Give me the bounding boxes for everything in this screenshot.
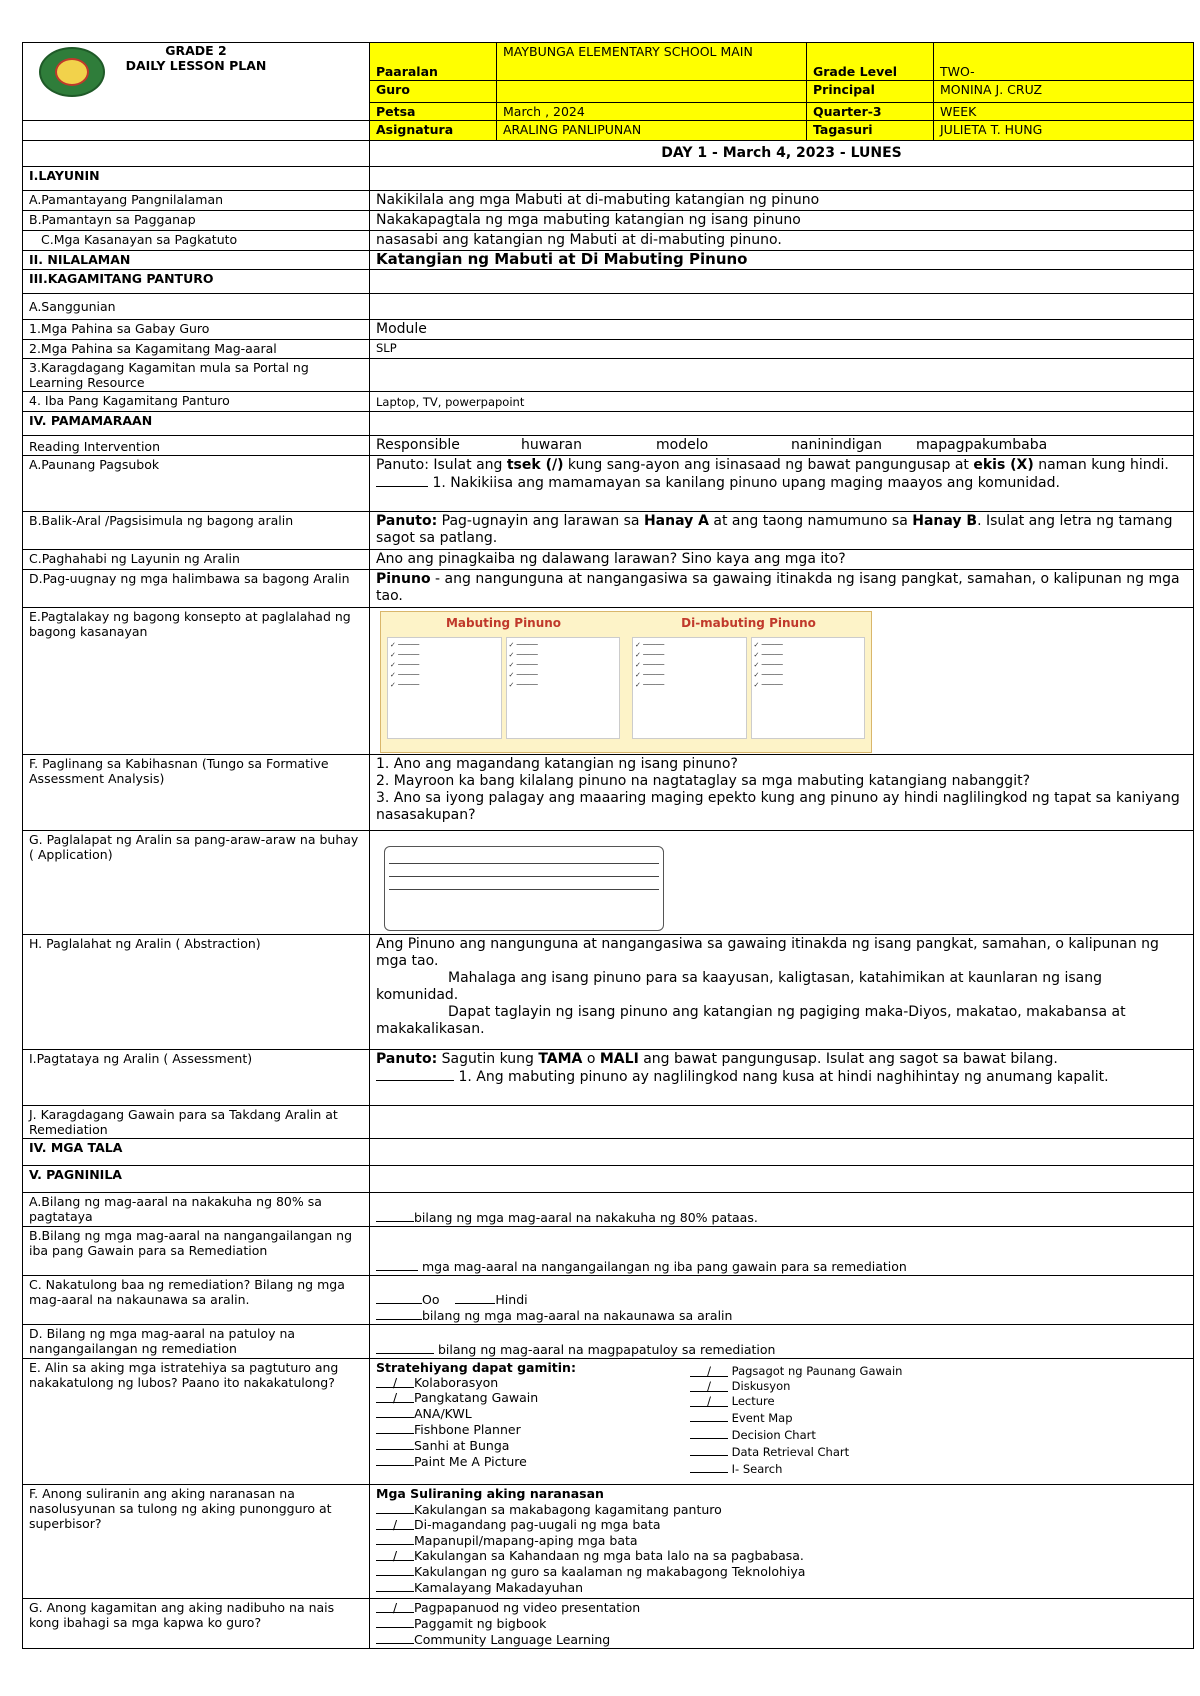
patuloy-value: bilang ng mag-aaral na magpapatuloy sa remediation bbox=[434, 1342, 776, 1357]
patuloy-content bbox=[370, 1325, 1194, 1359]
paglinang-question: 1. Ano ang magandang katangian ng isang pinuno? bbox=[376, 756, 738, 772]
principal-label: Principal bbox=[807, 81, 934, 103]
paglalapat-content bbox=[370, 831, 1194, 935]
istratehiya-text: Pangkatang Gawain bbox=[414, 1390, 539, 1405]
asignatura-label: Asignatura bbox=[370, 121, 497, 141]
reading-word: mapagpakumbaba bbox=[916, 437, 1048, 453]
checkbox-blank bbox=[376, 1405, 414, 1418]
suliranin-item bbox=[376, 1563, 1187, 1579]
reading-word: Responsible bbox=[376, 437, 460, 453]
day-title: DAY 1 - March 4, 2023 - LUNES bbox=[370, 141, 1194, 167]
istratehiya-item bbox=[376, 1421, 690, 1437]
di-mabuting-title: Di-mabuting Pinuno bbox=[681, 616, 816, 630]
istratehiya-item bbox=[376, 1453, 690, 1469]
principal-value: MONINA J. CRUZ bbox=[934, 81, 1194, 103]
paunang-text: naman kung hindi. bbox=[1033, 457, 1169, 473]
istratehiya-item bbox=[376, 1390, 690, 1405]
balik-label: B.Balik-Aral /Pagsisimula ng bagong aralin bbox=[23, 512, 370, 550]
checkbox-blank bbox=[376, 1453, 414, 1466]
istratehiya-item bbox=[690, 1409, 1187, 1426]
lesson-plan-page bbox=[22, 42, 1193, 1649]
kagamitan-g-text: Community Language Learning bbox=[414, 1632, 611, 1647]
portal-label: 3.Karagdagang Kagamitan mula sa Portal ng Learning Resource bbox=[23, 359, 370, 392]
pagtataya-content bbox=[370, 1050, 1194, 1106]
pagtalakay-content bbox=[370, 608, 1194, 755]
kagamitan-g-text: Pagpapanuod ng video presentation bbox=[414, 1600, 641, 1615]
balik-text: Pag-ugnayin ang larawan sa bbox=[437, 513, 644, 529]
paaralan-label: Paaralan bbox=[370, 43, 497, 81]
paglinang-label: F. Paglinang sa Kabihasnan (Tungo sa Formative Assessment Analysis) bbox=[23, 755, 370, 831]
pagganap-label: B.Pamantayn sa Pagganap bbox=[23, 211, 370, 231]
paunang-text: kung sang-ayon ang isinasaad ng bawat pangungusap at bbox=[563, 457, 974, 473]
kasanayan-label: C.Mga Kasanayan sa Pagkatuto bbox=[23, 231, 370, 251]
istratehiya-text: Sanhi at Bunga bbox=[414, 1438, 510, 1453]
di-mabuting-pinuno-panel bbox=[626, 612, 871, 752]
pagtataya-text: Sagutin kung bbox=[437, 1051, 539, 1067]
nilalaman-value: Katangian ng Mabuti at Di Mabuting Pinuno bbox=[370, 251, 1194, 270]
grade-title: GRADE 2 bbox=[165, 43, 227, 58]
image-text-column: ✓ ───── ✓ ───── ✓ ───── ✓ ───── ✓ ───── bbox=[632, 637, 747, 739]
paunang-bold: ekis (X) bbox=[973, 457, 1034, 473]
balik-text: at ang taong namumuno sa bbox=[708, 513, 913, 529]
grade-level-label: Grade Level bbox=[807, 43, 934, 81]
suliranin-label: F. Anong suliranin ang aking naranasan na nasolusyunan sa tulong ng aking punongguro at superbisor? bbox=[23, 1485, 370, 1599]
reading-words bbox=[370, 436, 1194, 456]
mabuting-title: Mabuting Pinuno bbox=[445, 616, 562, 630]
istratehiya-text: Decision Chart bbox=[731, 1428, 816, 1442]
checkbox-blank bbox=[376, 1532, 414, 1545]
pagtataya-text: ang bawat pangungusap. Isulat ang sagot sa bawat bilang. bbox=[638, 1051, 1058, 1067]
suliranin-text: Kamalayang Makadayuhan bbox=[414, 1580, 584, 1595]
checkbox-blank: / bbox=[376, 1390, 414, 1403]
nilalaman-label: II. NILALAMAN bbox=[23, 251, 370, 270]
istratehiya-item bbox=[376, 1437, 690, 1453]
paguugnay-content bbox=[370, 570, 1194, 608]
istratehiya-content bbox=[370, 1359, 1194, 1485]
kagamitan-heading: III.KAGAMITANG PANTURO bbox=[23, 270, 370, 294]
paguugnay-text: - ang nangunguna at nangangasiwa sa gawaing itinakda ng isang pangkat, samahan, o kalipunan ng mga tao. bbox=[376, 571, 1180, 604]
mabuting-pinuno-panel bbox=[381, 612, 626, 752]
istratehiya-item bbox=[690, 1426, 1187, 1443]
gabay-value: Module bbox=[370, 320, 1194, 340]
pagtataya-item: 1. Ang mabuting pinuno ay naglilingkod nang kusa at hindi naghihintay ng anumang kapalit. bbox=[458, 1069, 1109, 1085]
suliranin-text: Kakulangan sa makabagong kagamitang panturo bbox=[414, 1502, 722, 1517]
checkbox-blank bbox=[376, 1421, 414, 1434]
paglalahat-paragraph: Mahalaga ang isang pinuno para sa kaayusan, kaligtasan, katahimikan at kaunlaran ng isang komunidad. bbox=[376, 970, 1103, 1003]
bilang-b-label: B.Bilang ng mga mag-aaral na nangangailangan ng iba pang Gawain para sa Remediation bbox=[23, 1227, 370, 1276]
paglinang-content bbox=[370, 755, 1194, 831]
checkbox-blank bbox=[376, 1501, 414, 1514]
paguugnay-label: D.Pag-uugnay ng mga halimbawa sa bagong Aralin bbox=[23, 570, 370, 608]
image-text-column: ✓ ───── ✓ ───── ✓ ───── ✓ ───── ✓ ───── bbox=[506, 637, 621, 739]
suliranin-item bbox=[376, 1501, 1187, 1517]
kagamitan-g-content bbox=[370, 1599, 1194, 1649]
karagdagan-label: J. Karagdagang Gawain para sa Takdang Aralin at Remediation bbox=[23, 1106, 370, 1139]
tagasuri-label: Tagasuri bbox=[807, 121, 934, 141]
suliranin-text: Kakulangan sa Kahandaan ng mga bata lalo na sa pagbabasa. bbox=[414, 1548, 804, 1563]
checkbox-blank bbox=[376, 1579, 414, 1592]
remed-value: bilang ng mga mag-aaral na nakaunawa sa aralin bbox=[422, 1308, 733, 1323]
paunang-label: A.Paunang Pagsubok bbox=[23, 456, 370, 512]
paaralan-value: MAYBUNGA ELEMENTARY SCHOOL MAIN bbox=[497, 43, 807, 81]
remed-content bbox=[370, 1276, 1194, 1325]
bilang-b-content bbox=[370, 1227, 1194, 1276]
paunang-item: 1. Nakikiisa ang mamamayan sa kanilang pinuno upang maging maayos ang komunidad. bbox=[432, 475, 1060, 491]
paglalahat-paragraph: Dapat taglayin ng isang pinuno ang katangian ng pagiging maka-Diyos, makatao, makabansa at makakalikasan. bbox=[376, 1004, 1126, 1037]
suliranin-text: Mapanupil/mapang-aping mga bata bbox=[414, 1533, 638, 1548]
reading-word: naninindigan bbox=[791, 437, 882, 453]
paghahabi-value: Ano ang pinagkaiba ng dalawang larawan? Sino kaya ang mga ito? bbox=[370, 550, 1194, 570]
pamantayang-value: Nakikilala ang mga Mabuti at di-mabuting katangian ng pinuno bbox=[370, 191, 1194, 211]
patuloy-label: D. Bilang ng mga mag-aaral na patuloy na nangangailangan ng remediation bbox=[23, 1325, 370, 1359]
balik-bold: Panuto: bbox=[376, 513, 438, 529]
kagamitan-g-item bbox=[376, 1615, 1187, 1631]
remed-label: C. Nakatulong baa ng remediation? Bilang ng mga mag-aaral na nakaunawa sa aralin. bbox=[23, 1276, 370, 1325]
paunang-bold: tsek (/) bbox=[506, 457, 564, 473]
image-text-column: ✓ ───── ✓ ───── ✓ ───── ✓ ───── ✓ ───── bbox=[751, 637, 866, 739]
istratehiya-text: ANA/KWL bbox=[414, 1406, 472, 1421]
balik-content bbox=[370, 512, 1194, 550]
quarter-label: Quarter-3 bbox=[807, 103, 934, 121]
layunin-heading: I.LAYUNIN bbox=[23, 167, 370, 191]
pagtataya-bold: TAMA bbox=[538, 1051, 583, 1067]
checkbox-blank bbox=[376, 1631, 414, 1644]
suliranin-item bbox=[376, 1532, 1187, 1548]
iba-value: Laptop, TV, powerpapoint bbox=[370, 392, 1194, 412]
checkbox-blank bbox=[376, 1615, 414, 1628]
paguugnay-bold: Pinuno bbox=[376, 571, 431, 587]
suliranin-item bbox=[376, 1548, 1187, 1563]
school-seal-logo bbox=[39, 47, 105, 97]
checkbox-blank: / bbox=[690, 1379, 728, 1392]
gabay-label: 1.Mga Pahina sa Gabay Guro bbox=[23, 320, 370, 340]
tagasuri-value: JULIETA T. HUNG bbox=[934, 121, 1194, 141]
checkbox-blank bbox=[690, 1443, 728, 1456]
paglalahat-content bbox=[370, 935, 1194, 1050]
pamantayang-label: A.Pamantayang Pangnilalaman bbox=[23, 191, 370, 211]
bilang-b-value: mga mag-aaral na nangangailangan ng iba pang gawain para sa remediation bbox=[418, 1259, 907, 1274]
istratehiya-text: Data Retrieval Chart bbox=[731, 1445, 850, 1459]
reading-label: Reading Intervention bbox=[23, 436, 370, 456]
istratehiya-text: Fishbone Planner bbox=[414, 1422, 521, 1437]
istratehiya-item bbox=[690, 1379, 1187, 1394]
istratehiya-text: Diskusyon bbox=[731, 1379, 791, 1393]
pagtalakay-label: E.Pagtalakay ng bagong konsepto at paglalahad ng bagong kasanayan bbox=[23, 608, 370, 755]
guro-value bbox=[497, 81, 807, 103]
paglalapat-label: G. Paglalapat ng Aralin sa pang-araw-araw na buhay ( Application) bbox=[23, 831, 370, 935]
paglalahat-paragraph: Ang Pinuno ang nangunguna at nangangasiwa sa gawaing itinakda ng isang pangkat, samahan, o kalipunan ng mga tao. bbox=[376, 936, 1159, 969]
istratehiya-item bbox=[690, 1460, 1187, 1477]
balik-bold: Hanay A bbox=[643, 513, 709, 529]
lesson-plan-table bbox=[22, 42, 1194, 1649]
checkbox-blank: / bbox=[376, 1600, 414, 1613]
pagtataya-bold: Panuto: bbox=[376, 1051, 438, 1067]
istratehiya-item bbox=[376, 1405, 690, 1421]
paglinang-question: 2. Mayroon ka bang kilalang pinuno na nagtataglay sa mga mabuting katangiang nabanggit? bbox=[376, 773, 1031, 789]
paglinang-question: 3. Ano sa iyong palagay ang maaaring maging epekto kung ang pinuno ay hindi naglilingkod ng tapat sa kaniyang nasasakupan? bbox=[376, 790, 1180, 823]
checkbox-blank: / bbox=[376, 1517, 414, 1530]
checkbox-blank bbox=[690, 1426, 728, 1439]
worksheet-image bbox=[384, 846, 664, 931]
paunang-content bbox=[370, 456, 1194, 512]
suliranin-item bbox=[376, 1579, 1187, 1595]
asignatura-value: ARALING PANLIPUNAN bbox=[497, 121, 807, 141]
image-text-column: ✓ ───── ✓ ───── ✓ ───── ✓ ───── ✓ ───── bbox=[387, 637, 502, 739]
doc-title: DAILY LESSON PLAN bbox=[125, 58, 267, 73]
checkbox-blank: / bbox=[690, 1394, 728, 1407]
suliranin-item bbox=[376, 1517, 1187, 1532]
pagninilay-heading: V. PAGNINILA bbox=[23, 1166, 370, 1193]
istratehiya-item bbox=[690, 1394, 1187, 1409]
reading-word: modelo bbox=[656, 437, 709, 453]
guro-label: Guro bbox=[370, 81, 497, 103]
sanggunian-label: A.Sanggunian bbox=[23, 294, 370, 320]
paghahabi-label: C.Paghahabi ng Layunin ng Aralin bbox=[23, 550, 370, 570]
istratehiya-text: I- Search bbox=[731, 1462, 783, 1476]
suliranin-text: Di-magandang pag-uugali ng mga bata bbox=[414, 1517, 661, 1532]
checkbox-blank bbox=[690, 1460, 728, 1473]
istratehiya-item bbox=[376, 1375, 690, 1390]
istratehiya-text: Kolaborasyon bbox=[414, 1375, 499, 1390]
checkbox-blank bbox=[376, 1563, 414, 1576]
kasanayan-value: nasasabi ang katangian ng Mabuti at di-mabuting pinuno. bbox=[370, 231, 1194, 251]
checkbox-blank bbox=[376, 1437, 414, 1450]
grade-level-value: TWO- bbox=[934, 43, 1194, 81]
checkbox-blank bbox=[690, 1409, 728, 1422]
suliranin-content bbox=[370, 1485, 1194, 1599]
istratehiya-text: Lecture bbox=[731, 1394, 775, 1408]
balik-text: . Isulat ang letra ng tamang sagot sa patlang. bbox=[376, 513, 1173, 546]
istratehiya-text: Paint Me A Picture bbox=[414, 1454, 527, 1469]
kagamitan-g-item bbox=[376, 1631, 1187, 1647]
kagamitan-g-text: Paggamit ng bigbook bbox=[414, 1616, 547, 1631]
istratehiya-text: Event Map bbox=[731, 1411, 793, 1425]
pamamaraan-heading: IV. PAMAMARAAN bbox=[23, 412, 370, 436]
istratehiya-text: Pagsagot ng Paunang Gawain bbox=[731, 1364, 903, 1378]
suliranin-text: Kakulangan ng guro sa kaalaman ng makabagong Teknolohiya bbox=[414, 1564, 806, 1579]
tala-heading: IV. MGA TALA bbox=[23, 1139, 370, 1166]
istratehiya-item bbox=[690, 1364, 1187, 1379]
remed-hindi: Hindi bbox=[495, 1292, 528, 1307]
pagtataya-bold: MALI bbox=[599, 1051, 639, 1067]
istratehiya-label: E. Alin sa aking mga istratehiya sa pagtuturo ang nakakatulong ng lubos? Paano ito nakakatulong? bbox=[23, 1359, 370, 1485]
reading-word: huwaran bbox=[521, 437, 582, 453]
quarter-value: WEEK bbox=[934, 103, 1194, 121]
kagamitan-g-item bbox=[376, 1600, 1187, 1615]
bilang-a-label: A.Bilang ng mag-aaral na nakakuha ng 80% sa pagtataya bbox=[23, 1193, 370, 1227]
pinuno-comparison-image bbox=[380, 611, 872, 753]
balik-bold: Hanay B bbox=[912, 513, 978, 529]
kagamitan-g-label: G. Anong kagamitan ang aking nadibuho na nais kong ibahagi sa mga kapwa ko guro? bbox=[23, 1599, 370, 1649]
magaaral-value: SLP bbox=[370, 340, 1194, 359]
paunang-text: Panuto: Isulat ang bbox=[376, 457, 507, 473]
pagtataya-label: I.Pagtataya ng Aralin ( Assessment) bbox=[23, 1050, 370, 1106]
header-title-cell bbox=[23, 43, 370, 121]
bilang-a-content bbox=[370, 1193, 1194, 1227]
magaaral-label: 2.Mga Pahina sa Kagamitang Mag-aaral bbox=[23, 340, 370, 359]
petsa-value: March , 2024 bbox=[497, 103, 807, 121]
pagtataya-text: o bbox=[582, 1051, 600, 1067]
checkbox-blank: / bbox=[376, 1375, 414, 1388]
suliranin-title: Mga Suliraning aking naranasan bbox=[376, 1486, 604, 1501]
blank-cell bbox=[23, 121, 370, 141]
pagganap-value: Nakakapagtala ng mga mabuting katangian ng isang pinuno bbox=[370, 211, 1194, 231]
paglalahat-label: H. Paglalahat ng Aralin ( Abstraction) bbox=[23, 935, 370, 1050]
bilang-a-value: bilang ng mga mag-aaral na nakakuha ng 80% pataas. bbox=[414, 1210, 758, 1225]
checkbox-blank: / bbox=[376, 1548, 414, 1561]
iba-label: 4. Iba Pang Kagamitang Panturo bbox=[23, 392, 370, 412]
checkbox-blank: / bbox=[690, 1364, 728, 1377]
remed-oo: Oo bbox=[422, 1292, 440, 1307]
istratehiya-title: Stratehiyang dapat gamitin: bbox=[376, 1360, 576, 1375]
istratehiya-item bbox=[690, 1443, 1187, 1460]
petsa-label: Petsa bbox=[370, 103, 497, 121]
